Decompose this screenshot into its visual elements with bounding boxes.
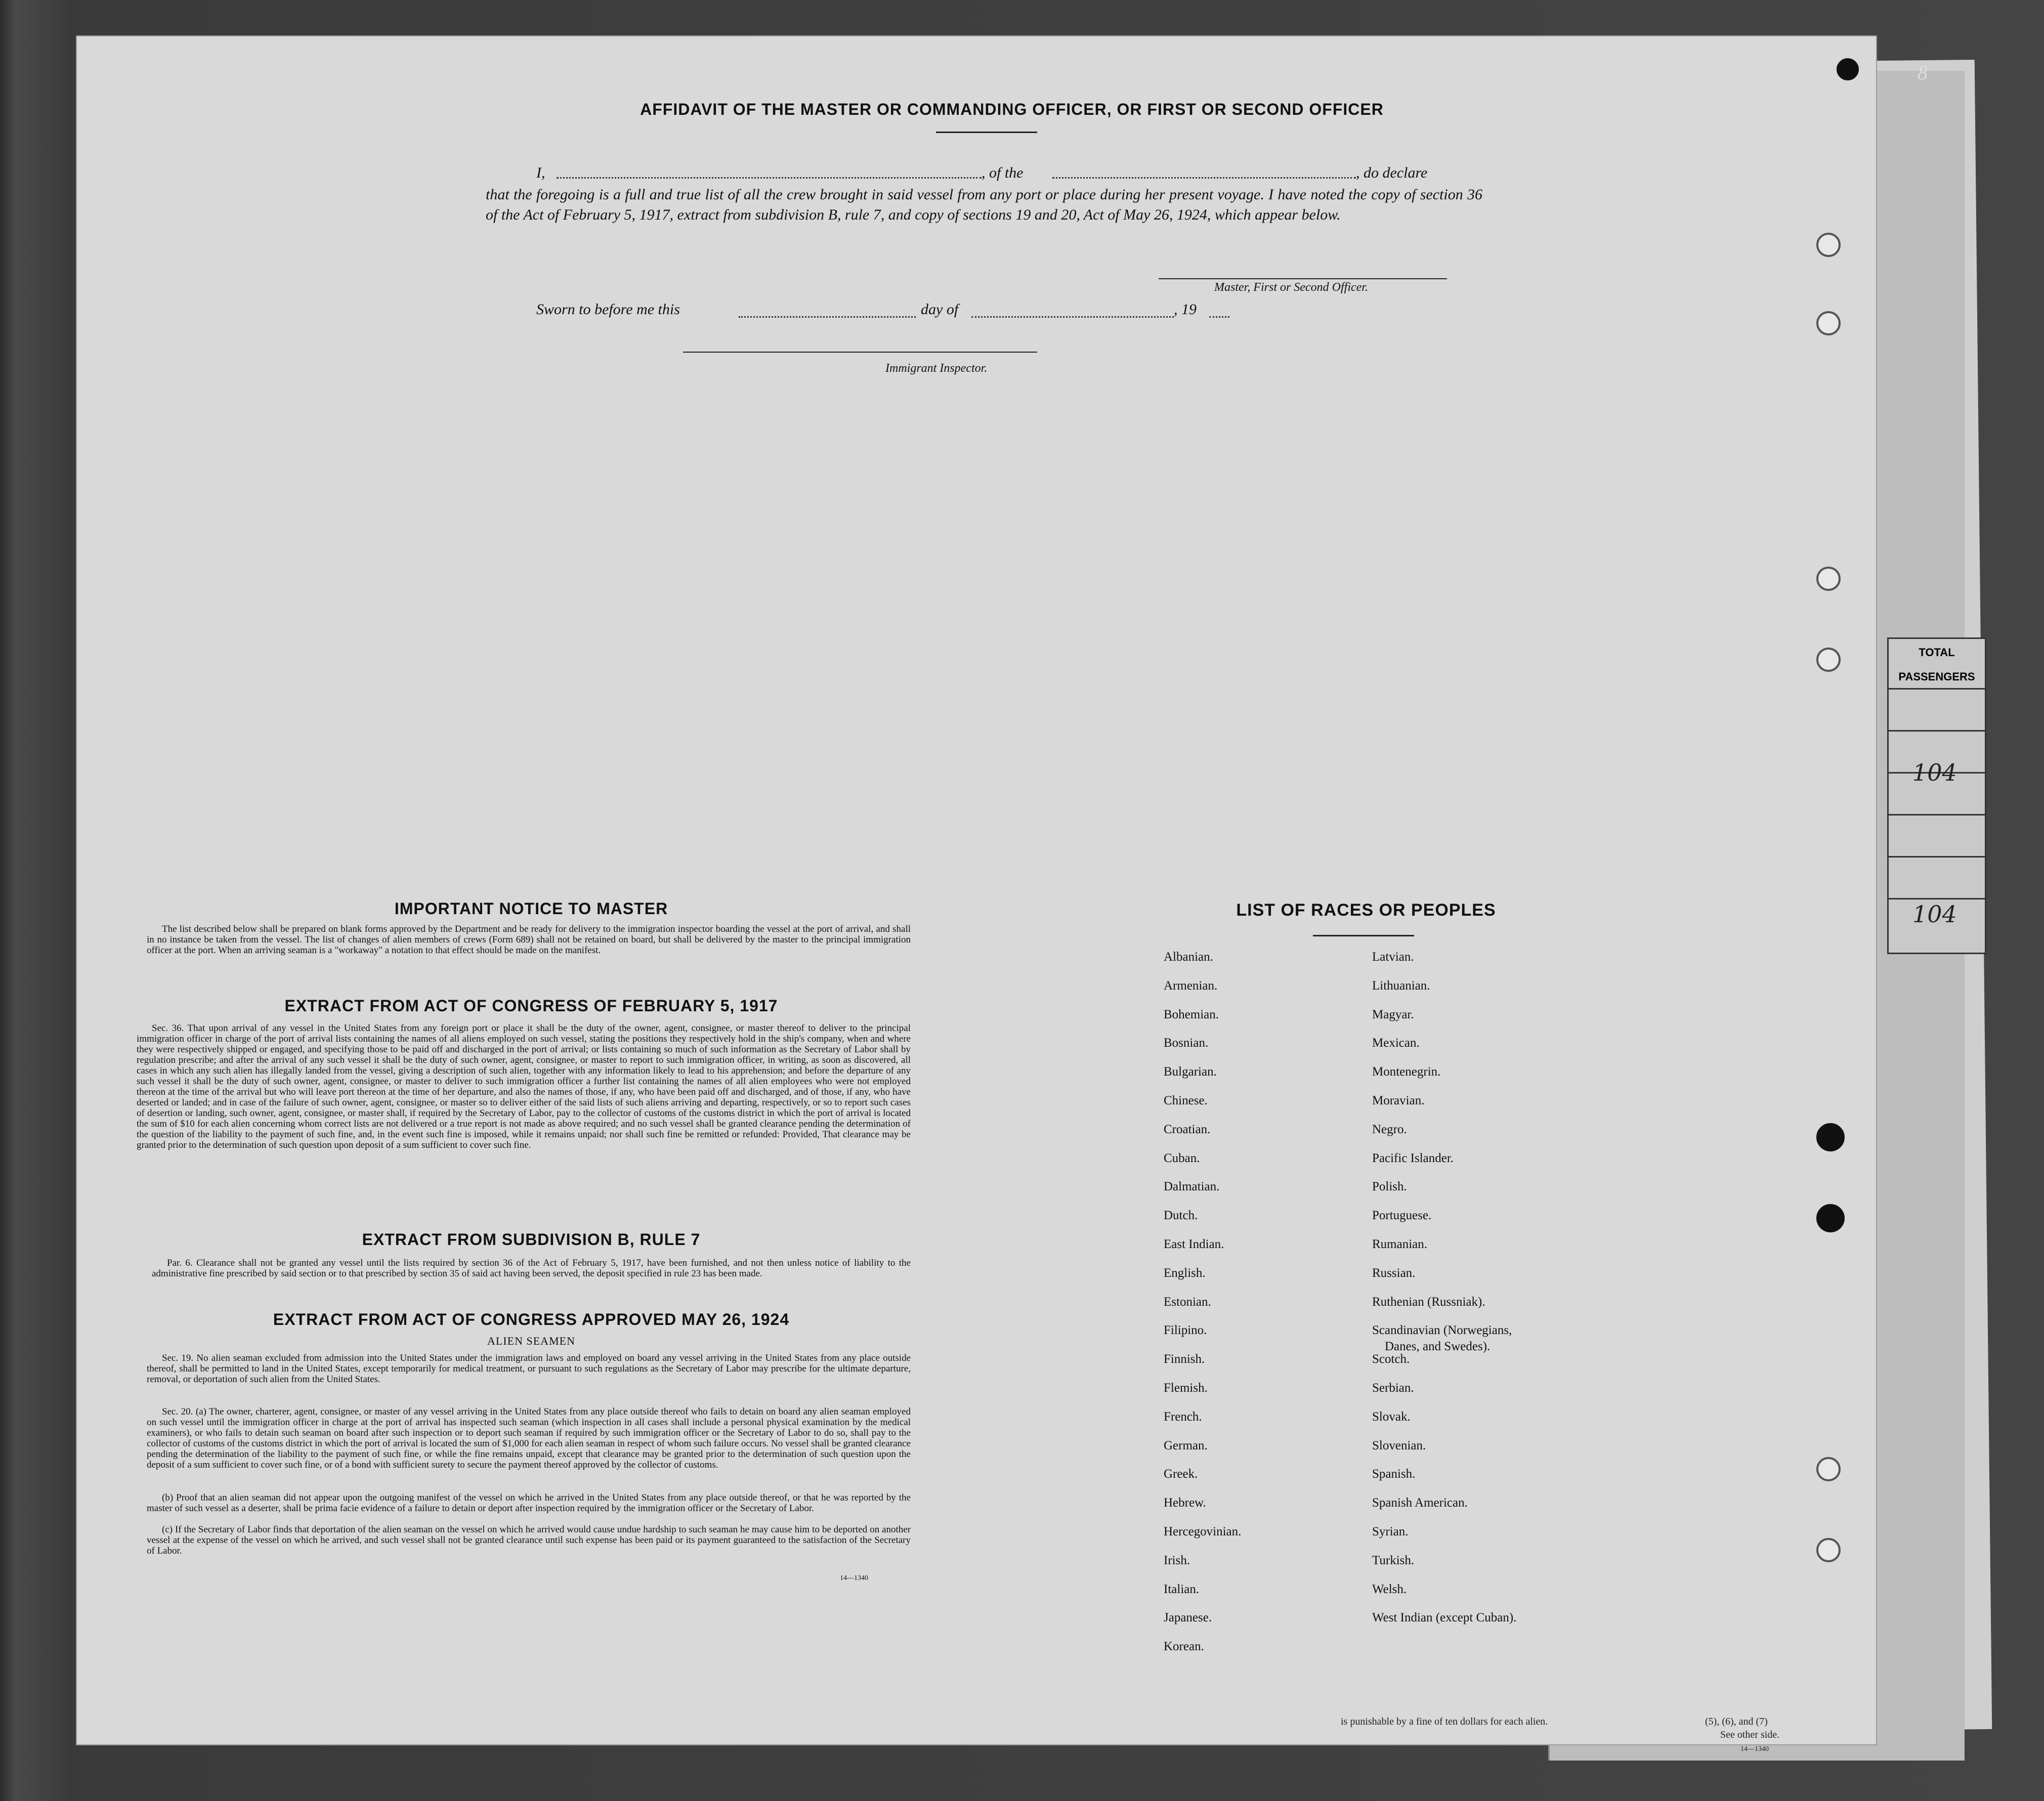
sec20a-text: Sec. 20. (a) The owner, charterer, agent, consignee, or master of any vessel arriving in the United States from any place outside thereof who fails to detain on board any alien seaman employed on such vessel until the immigration officer in charge at the port of arrival has inspected such seaman (which inspection in all cases shall include a personal physical examination by the medical examiners), or who fails to detain such seaman on board after such inspection or to deport such seaman if required by such immigration officer or the Secretary of Labor to do so, shall pay to the collector of customs of the customs district in which the port of arrival is located the sum of $1,000 for each alien seaman in respect of whom such failure occurs. No vessel shall be granted clearance pending the determination of the liability to the payment of such fine, or while the fine remains unpaid, except that clearance may be granted prior to the determination of such question upon the deposit of a sum sufficient to cover such fine, or of a bond with sufficient surety to secure the payment thereof approved by the collector of customs.	[147, 1406, 911, 1470]
extract-1924-title: EXTRACT FROM ACT OF CONGRESS APPROVED MAY 26, 1924	[273, 1310, 790, 1328]
underlying-footer-text: is punishable by a fine of ten dollars for each alien.	[1341, 1716, 1548, 1727]
binder-hole	[1816, 1123, 1845, 1151]
race-item: Dutch.	[1164, 1209, 1198, 1223]
binder-hole	[1816, 567, 1841, 591]
race-item: Croatian.	[1164, 1122, 1211, 1136]
rule7-title: EXTRACT FROM SUBDIVISION B, RULE 7	[362, 1230, 701, 1249]
race-item: Montenegrin.	[1372, 1065, 1441, 1079]
affidavit-statement: that the foregoing is a full and true list of all the crew brought in said vessel from any port or place during her present voyage. I have noted the copy of section 36 of the Act of February 5, 1917, extract from subdivision B, rule 7, and copy of sections 19 and 20, Act of May 26, 1924, which appear below.	[486, 186, 1482, 223]
see-other-side: See other side.	[1720, 1729, 1780, 1740]
race-item: Spanish.	[1372, 1467, 1416, 1481]
race-item: Hercegovinian.	[1164, 1525, 1242, 1538]
binder-hole	[1816, 648, 1841, 672]
race-item: Mexican.	[1372, 1036, 1420, 1050]
day-of-label: day of	[921, 301, 959, 318]
inspector-label: Immigrant Inspector.	[885, 362, 988, 375]
race-item: Ruthenian (Russniak).	[1372, 1295, 1485, 1309]
vessel-blank	[1052, 177, 1356, 179]
race-item: Latvian.	[1372, 950, 1414, 964]
document-page	[76, 35, 1877, 1745]
sworn-day-blank	[739, 316, 916, 318]
race-item: Magyar.	[1372, 1007, 1414, 1021]
name-blank	[557, 177, 982, 179]
title-rule	[936, 132, 1037, 133]
race-item: Irish.	[1164, 1553, 1190, 1567]
race-item: Bohemian.	[1164, 1007, 1219, 1021]
race-item: Negro.	[1372, 1122, 1407, 1136]
race-item: Italian.	[1164, 1582, 1200, 1596]
race-item: Dalmatian.	[1164, 1180, 1220, 1194]
race-item: Greek.	[1164, 1467, 1198, 1481]
race-item: Moravian.	[1372, 1094, 1425, 1107]
of-the-label: , of the	[982, 164, 1024, 181]
rule7-text: Par. 6. Clearance shall not be granted any vessel until the lists required by section 36 of the Act of February 5, 1917, have been furnished, and not then unless notice of liability to the administrative fine prescribed by said section or to that prescribed by section 35 of said act having been served, the deposit specified in rule 23 has been made.	[152, 1258, 911, 1279]
race-item: Serbian.	[1372, 1381, 1414, 1395]
binder-hole	[1816, 1204, 1845, 1232]
underlying-footer-right: (5), (6), and (7)	[1705, 1716, 1768, 1727]
binder-hole	[1816, 1457, 1841, 1481]
binder-hole	[1816, 311, 1841, 335]
race-item: Armenian.	[1164, 978, 1218, 993]
race-item: Albanian.	[1164, 950, 1213, 964]
race-item: Slovak.	[1372, 1409, 1411, 1424]
month-blank	[971, 316, 1174, 318]
i-label: I,	[536, 164, 545, 181]
race-item: Japanese.	[1164, 1611, 1212, 1625]
underlying-form-number: 14—1340	[1740, 1745, 1769, 1753]
race-item: Bosnian.	[1164, 1036, 1209, 1050]
handwritten-total-2: 104	[1912, 900, 1957, 928]
race-item: Slovenian.	[1372, 1438, 1426, 1452]
alien-seamen-subtitle: ALIEN SEAMEN	[487, 1335, 575, 1347]
race-item: Filipino.	[1164, 1323, 1207, 1338]
race-item: Lithuanian.	[1372, 978, 1430, 993]
master-signature-label: Master, First or Second Officer.	[1214, 281, 1368, 294]
inspector-signature-line	[683, 352, 1037, 353]
race-item: German.	[1164, 1438, 1208, 1452]
race-item: Finnish.	[1164, 1352, 1205, 1366]
race-item: Scandinavian (Norwegians,	[1372, 1323, 1512, 1338]
race-item: Flemish.	[1164, 1381, 1208, 1395]
sec19-text: Sec. 19. No alien seaman excluded from admission into the United States under the immigration laws and employed on board any vessel arriving in the United States from any place outside thereof, shall be permitted to land in the United States, except temporarily for medical treatment, or pursuant to such regulations as the Secretary of Labor may prescribe for the ultimate departure, removal, or deportation of such alien from the United States.	[147, 1353, 911, 1385]
race-item: Spanish American.	[1372, 1496, 1468, 1510]
notice-title: IMPORTANT NOTICE TO MASTER	[394, 899, 668, 918]
race-item: Syrian.	[1372, 1525, 1409, 1538]
race-item: English.	[1164, 1266, 1206, 1280]
races-title: LIST OF RACES OR PEOPLES	[1236, 900, 1496, 920]
race-item: Scotch.	[1372, 1352, 1410, 1366]
race-item: West Indian (except Cuban).	[1372, 1611, 1517, 1625]
race-item: Korean.	[1164, 1640, 1204, 1654]
total-label: TOTAL	[1919, 646, 1955, 659]
binder-hole	[1837, 58, 1859, 80]
master-signature-line	[1159, 278, 1447, 279]
binder-hole	[1816, 233, 1841, 257]
race-item: Portuguese.	[1372, 1209, 1432, 1223]
passengers-label: PASSENGERS	[1898, 670, 1975, 683]
race-item: Turkish.	[1372, 1553, 1415, 1567]
affidavit-title: AFFIDAVIT OF THE MASTER OR COMMANDING OFFICER, OR FIRST OR SECOND OFFICER	[640, 100, 1384, 118]
year-prefix: , 19	[1174, 301, 1197, 318]
race-item: Danes, and Swedes).	[1385, 1340, 1491, 1354]
sec20c-text: (c) If the Secretary of Labor finds that deportation of the alien seaman on the vessel on which he arrived would cause undue hardship to such seaman he may cause him to be deported on another vessel at the expense of the vessel on which he arrived, and such vessel shall not be granted clearance until such expense has been paid or its payment guaranteed to the satisfaction of the Secretary of Labor.	[147, 1524, 911, 1556]
race-item: Polish.	[1372, 1180, 1407, 1194]
race-item: Rumanian.	[1372, 1237, 1428, 1251]
sworn-label: Sworn to before me this	[536, 301, 680, 318]
handwritten-total-1: 104	[1912, 759, 1957, 786]
race-item: Pacific Islander.	[1372, 1151, 1454, 1165]
race-item: Chinese.	[1164, 1094, 1208, 1107]
race-item: Hebrew.	[1164, 1496, 1206, 1510]
race-item: Bulgarian.	[1164, 1065, 1217, 1079]
race-item: Russian.	[1372, 1266, 1416, 1280]
race-item: Estonian.	[1164, 1295, 1211, 1309]
year-blank	[1209, 316, 1229, 318]
race-item: East Indian.	[1164, 1237, 1224, 1251]
binder-hole	[1816, 1538, 1841, 1562]
sec20b-text: (b) Proof that an alien seaman did not appear upon the outgoing manifest of the vessel on which he arrived in the United States from any place outside thereof, or that he was reported by the master of such vessel as a deserter, shall be prima facie evidence of a failure to detain or deport after inspection required by the immigration officer or the Secretary of Labor.	[147, 1492, 911, 1514]
race-item: French.	[1164, 1409, 1202, 1424]
extract-1917-text: Sec. 36. That upon arrival of any vessel in the United States from any foreign port or place it shall be the duty of the owner, agent, consignee, or master thereof to deliver to the principal immigration officer in charge of the port of arrival lists containing the names of all aliens employed on such vessel, stating the positions they respectively hold in the ship's company, when and where they were respectively shipped or engaged, and specifying those to be paid off and discharged in the port of arrival; or lists containing so much of such information as the Secretary of Labor shall by regulation prescribe; and after the arrival of any such vessel it shall be the duty of such owner, agent, consignee, or master to report to such immigration officer, in writing, as soon as discovered, all cases in which any such alien has illegally landed from the vessel, giving a description of such alien, together with any information likely to lead to his apprehension; and before the departure of any such vessel it shall be the duty of such owner, agent, consignee, or master to deliver to such immigration officer a further list containing the names of all alien employees who were not employed thereon at the time of the arrival but who will leave port thereon at the time of her departure, and also the names of those, if any, who have been paid off and discharged, and of those, if any, who have deserted or landed; and in case of the failure of such owner, agent, consignee, or master so to deliver either of the said lists of such aliens arriving and departing, respectively, or so to report such cases of desertion or landing, such owner, agent, consignee, or master shall, if required by the Secretary of Labor, pay to the collector of customs of the customs district in which the port of arrival is located the sum of $10 for each alien concerning whom correct lists are not delivered or a true report is not made as above required; and no such vessel shall be granted clearance pending the determination of the question of the liability to the payment of such fine, and, in the event such fine is imposed, while it remains unpaid; nor shall such fine be remitted or refunded: Provided, That clearance may be granted prior to the determination of such question upon deposit of a sum sufficient to cover such fine.	[137, 1023, 911, 1150]
extract-1917-title: EXTRACT FROM ACT OF CONGRESS OF FEBRUARY 5, 1917	[284, 997, 778, 1015]
corner-mark: 8	[1918, 61, 1928, 84]
do-declare-label: , do declare	[1356, 164, 1428, 181]
race-item: Cuban.	[1164, 1151, 1200, 1165]
races-title-rule	[1313, 935, 1414, 936]
form-number: 14—1340	[840, 1574, 868, 1582]
notice-text: The list described below shall be prepared on blank forms approved by the Department and be ready for delivery to the immigration inspector boarding the vessel at the port of arrival, and shall in no instance be taken from the vessel. The list of changes of alien members of crews (Form 689) shall not be retained on board, but shall be delivered by the master to the principal immigration officer at the port. When an arriving seaman is a "workaway" a notation to that effect should be made on the manifest.	[147, 924, 911, 956]
race-item: Welsh.	[1372, 1582, 1407, 1596]
